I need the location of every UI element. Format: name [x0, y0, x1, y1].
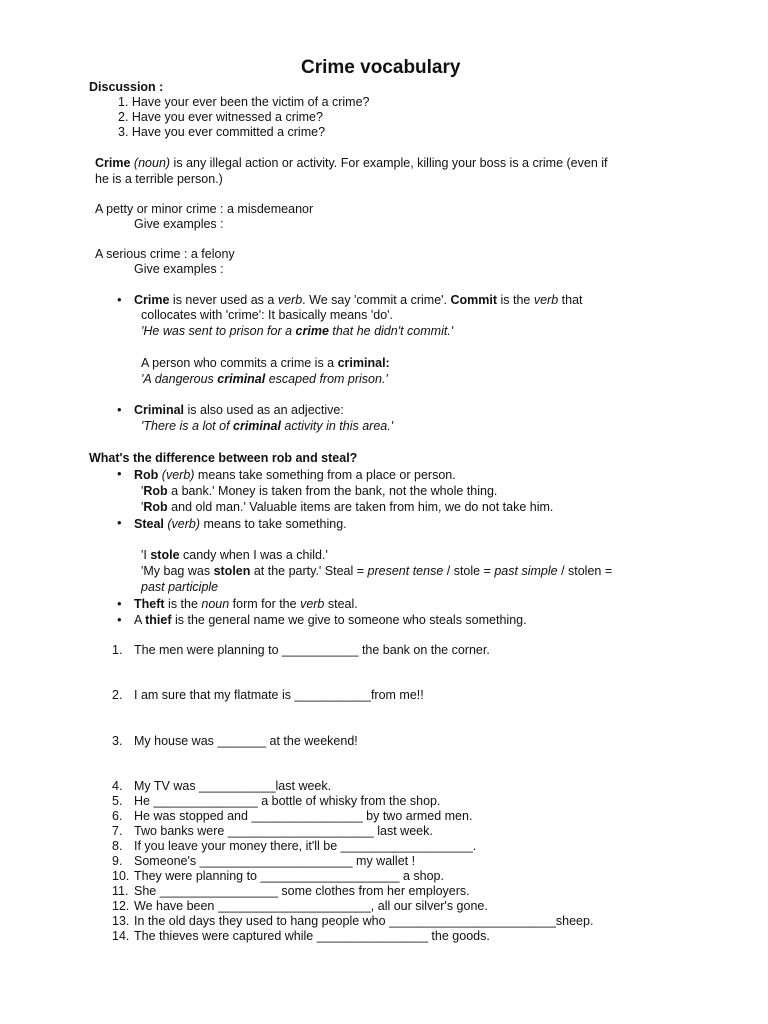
crime-usage-note-cont: collocates with 'crime': It basically means 'do'. [141, 308, 394, 322]
exercise-number: 4. [112, 779, 123, 793]
criminal-noun-note: A person who commits a crime is a criminal: [141, 356, 390, 370]
crime-example: 'He was sent to prison for a crime that he didn't commit.' [141, 324, 454, 338]
criminal-adjective-note: Criminal is also used as an adjective: [134, 403, 344, 417]
exercise-number: 7. [112, 824, 123, 838]
bullet-icon: • [117, 515, 122, 530]
steal-example-cont: past participle [141, 580, 219, 594]
discussion-question: 1. Have your ever been the victim of a crime? [118, 95, 370, 109]
steal-example: 'My bag was stolen at the party.' Steal = present tense / stole = past simple / stolen = [141, 564, 613, 578]
exercise-item: He was stopped and ________________ by two armed men. [134, 809, 473, 823]
exercise-number: 14. [112, 929, 130, 943]
exercise-number: 2. [112, 688, 123, 702]
exercise-number: 5. [112, 794, 123, 808]
crime-definition-cont: he is a terrible person.) [95, 172, 223, 186]
bullet-icon: • [117, 402, 122, 417]
exercise-item: My house was _______ at the weekend! [134, 734, 358, 748]
exercise-item: She _________________ some clothes from her employers. [134, 884, 470, 898]
rob-steal-heading: What's the difference between rob and steal? [89, 451, 358, 465]
exercise-item: In the old days they used to hang people who ________________________sheep. [134, 914, 594, 928]
thief-definition: A thief is the general name we give to someone who steals something. [134, 613, 527, 627]
exercise-number: 6. [112, 809, 123, 823]
bullet-icon: • [117, 292, 122, 307]
exercise-item: Someone's ______________________ my wallet ! [134, 854, 416, 868]
exercise-number: 9. [112, 854, 123, 868]
exercise-item: They were planning to ____________________ a shop. [134, 869, 444, 883]
petty-crime-line: A petty or minor crime : a misdemeanor [95, 202, 314, 216]
serious-examples-prompt: Give examples : [134, 262, 224, 276]
exercise-item: The men were planning to ___________ the bank on the corner. [134, 643, 490, 657]
serious-crime-line: A serious crime : a felony [95, 247, 235, 261]
exercise-item: If you leave your money there, it'll be ___________________. [134, 839, 477, 853]
exercise-item: He _______________ a bottle of whisky from the shop. [134, 794, 441, 808]
exercise-number: 1. [112, 643, 123, 657]
crime-usage-note: Crime is never used as a verb. We say 'commit a crime'. Commit is the verb that [134, 293, 583, 307]
discussion-question: 3. Have you ever committed a crime? [118, 125, 326, 139]
criminal-noun-example: 'A dangerous criminal escaped from prison.' [141, 372, 388, 386]
bullet-icon: • [117, 612, 122, 627]
petty-examples-prompt: Give examples : [134, 217, 224, 231]
exercise-item: My TV was ___________last week. [134, 779, 332, 793]
exercise-number: 3. [112, 734, 123, 748]
exercise-number: 10. [112, 869, 130, 883]
bullet-icon: • [117, 466, 122, 481]
discussion-question: 2. Have you ever witnessed a crime? [118, 110, 323, 124]
exercise-number: 8. [112, 839, 123, 853]
discussion-heading: Discussion : [89, 80, 164, 94]
rob-example: 'Rob and old man.' Valuable items are taken from him, we do not take him. [141, 500, 554, 514]
exercise-item: Two banks were _____________________ last week. [134, 824, 433, 838]
steal-definition: Steal (verb) means to take something. [134, 517, 347, 531]
rob-definition: Rob (verb) means take something from a place or person. [134, 468, 456, 482]
exercise-number: 13. [112, 914, 130, 928]
exercise-number: 12. [112, 899, 130, 913]
exercise-item: I am sure that my flatmate is ___________from me!! [134, 688, 424, 702]
exercise-number: 11. [112, 884, 129, 898]
crime-definition: Crime (noun) is any illegal action or activity. For example, killing your boss is a crime (even if [95, 156, 608, 170]
rob-example: 'Rob a bank.' Money is taken from the bank, not the whole thing. [141, 484, 498, 498]
exercise-item: We have been ______________________, all our silver's gone. [134, 899, 488, 913]
steal-example: 'I stole candy when I was a child.' [141, 548, 328, 562]
exercise-item: The thieves were captured while ________________ the goods. [134, 929, 490, 943]
page-title: Crime vocabulary [301, 57, 461, 78]
criminal-adjective-example: 'There is a lot of criminal activity in this area.' [141, 419, 394, 433]
theft-definition: Theft is the noun form for the verb steal. [134, 597, 358, 611]
bullet-icon: • [117, 596, 122, 611]
